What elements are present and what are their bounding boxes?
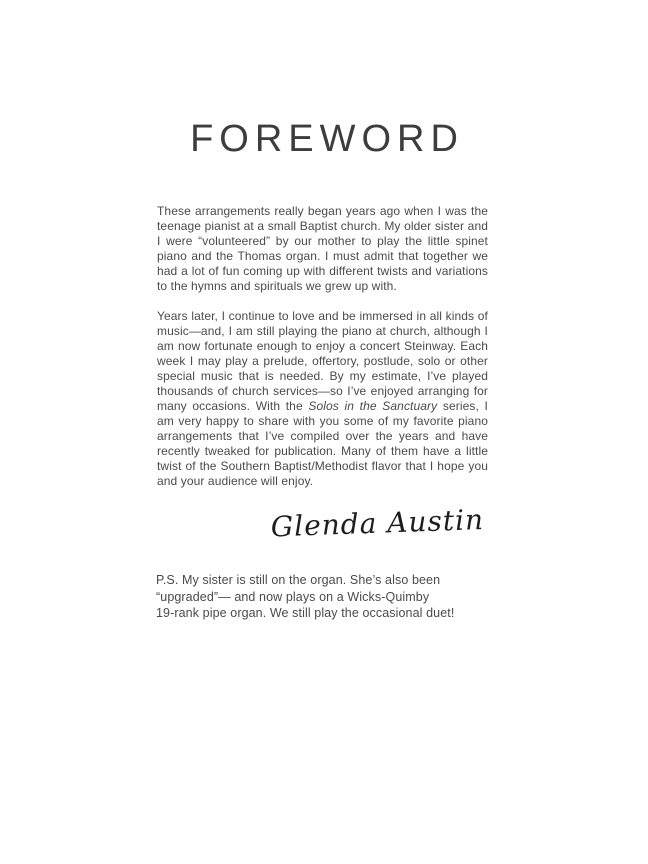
postscript-block (156, 572, 496, 622)
foreword-paragraph-2 (157, 309, 488, 489)
page-title: FOREWORD (190, 118, 464, 160)
author-signature: Glenda Austin (270, 503, 485, 544)
foreword-paragraph-1: These arrangements really began years ago when I was the teenage pianist at a small Baptist church. My older sister and I were “volunteered” by our mother to play the little spinet piano and the Thomas organ. I must admit that together we had a lot of fun coming up with different twists and variations to the hymns and spirituals we grew up with. (157, 204, 488, 293)
postscript-line-3: 19-rank pipe organ. We still play the occasional duet! (156, 606, 455, 620)
paragraph-2-text-after-series: series, I am very happy to share with you some of my favorite piano arrangements that I’ve compiled over the years and have recently tweaked for publication. Many of them have a little twist of the Southern Baptist/Methodist flavor that I hope you and your audience will enjoy. (157, 399, 488, 488)
postscript-line-2: “upgraded”— and now plays on a Wicks-Quimby (156, 589, 430, 604)
postscript-line-1: P.S. My sister is still on the organ. She’s also been (156, 573, 441, 587)
paragraph-2-text-before-series: Years later, I continue to love and be immersed in all kinds of music—and, I am still playing the piano at church, although I am now fortunate enough to enjoy a concert Steinway. Each week I may play a prelude, offertory, postlude, solo or other special music that is needed. By my estimate, I’ve played thousands of church services—so I’ve enjoyed arranging for many occasions. With the (157, 309, 488, 413)
series-title-italic: Solos in the Sanctuary (308, 399, 438, 413)
